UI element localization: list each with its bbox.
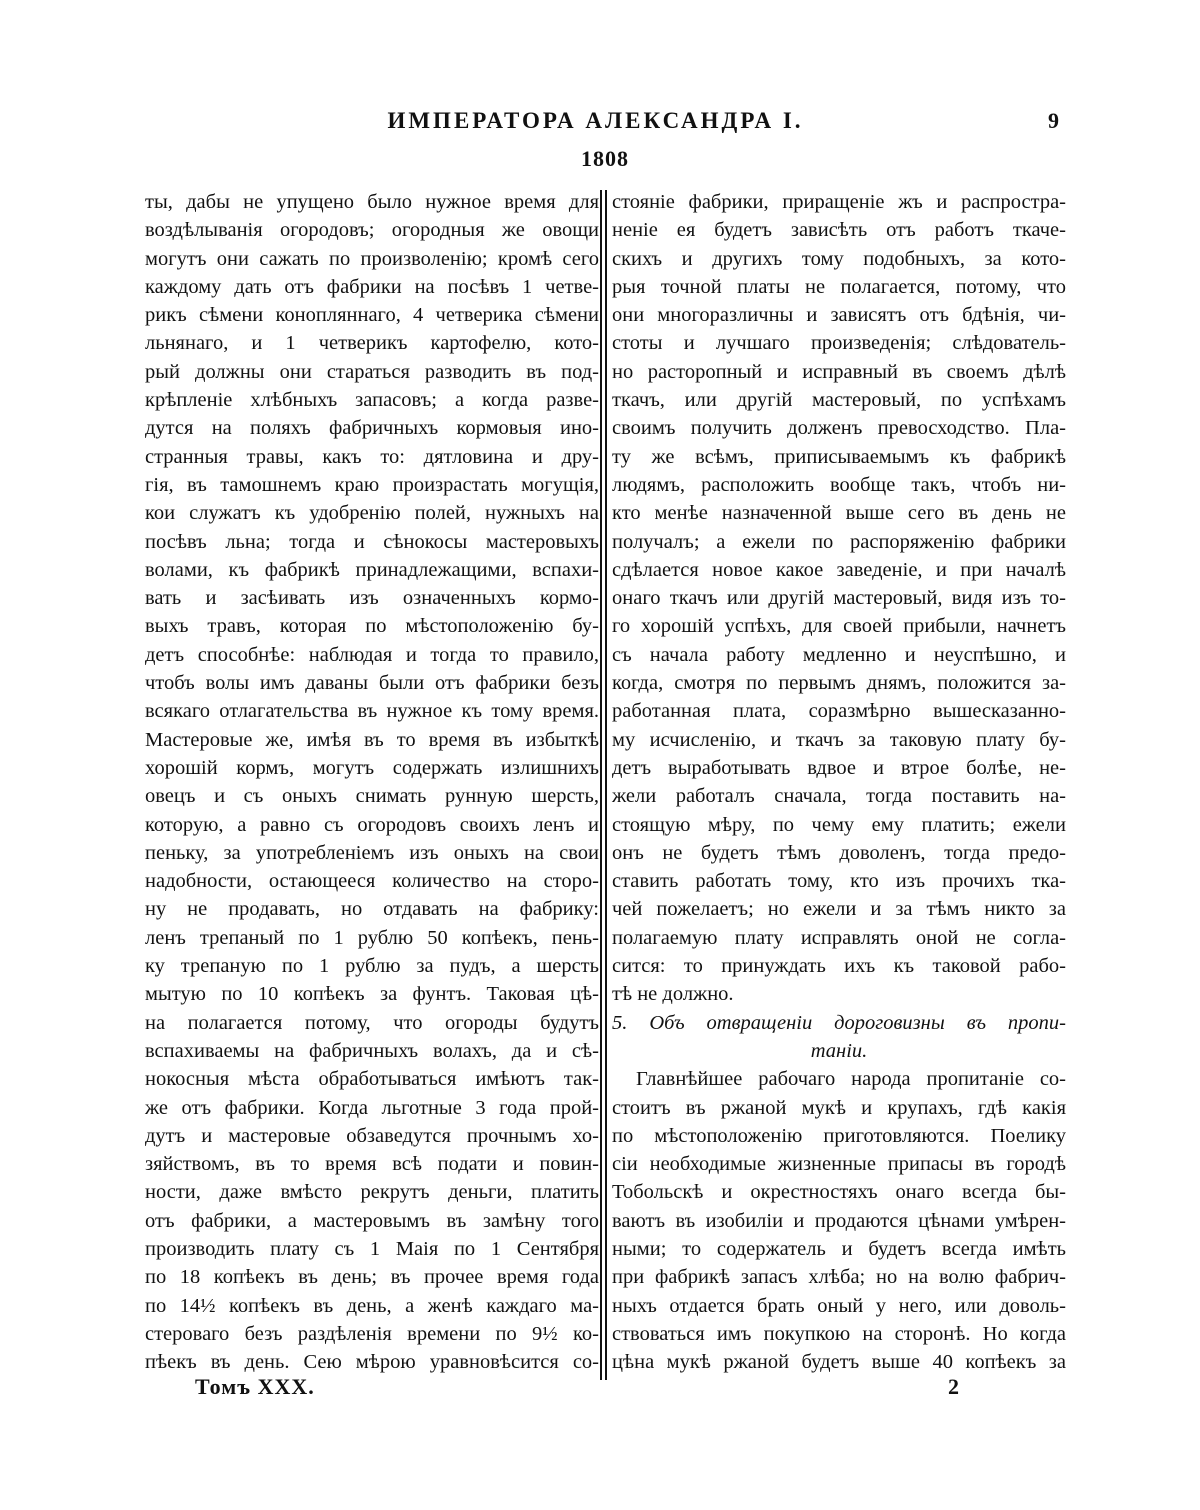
volume-footer: Томъ XXX. bbox=[195, 1374, 315, 1399]
text-line: кто менѣе назначенной выше сего въ день не bbox=[612, 502, 1066, 525]
text-line: чтобъ волы имъ даваны были отъ фабрики безъ bbox=[145, 672, 599, 695]
text-line: тѣ не должно. bbox=[612, 983, 734, 1006]
text-line: выхъ травъ, которая по мѣстоположенію бу- bbox=[145, 615, 599, 638]
text-line: Тобольскѣ и окрестностяхъ онаго всегда бы- bbox=[612, 1181, 1066, 1204]
section-heading-line: 5. Объ отвращеніи дороговизны въ пропи- bbox=[612, 1011, 1066, 1034]
text-line: по мѣстоположенію приготовляются. Поелику bbox=[612, 1124, 1066, 1147]
text-line: рикъ сѣмени конопляннаго, 4 четверика сѣмени bbox=[145, 304, 599, 327]
text-line: пеньку, за употребленіемъ изъ оныхъ на свои bbox=[145, 841, 599, 864]
text-line: всякаго отлагательства въ нужное къ тому время. bbox=[145, 700, 599, 723]
right-column bbox=[612, 188, 1066, 1376]
text-line: ку трепаную по 1 рублю за пудъ, а шерсть bbox=[145, 955, 599, 978]
text-line: цѣна мукѣ ржаной будетъ выше 40 копѣекъ за bbox=[612, 1351, 1066, 1374]
running-title: ИМПЕРАТОРА АЛЕКСАНДРА I. bbox=[387, 108, 804, 133]
text-line: чей пожелаетъ; но ежели и за тѣмъ никто за bbox=[612, 898, 1066, 921]
text-line: сіи необходимые жизненные припасы въ городѣ bbox=[612, 1153, 1066, 1176]
text-line: стоитъ въ ржаной мукѣ и крупахъ, гдѣ какія bbox=[612, 1096, 1066, 1119]
text-line: неніе ея будетъ зависѣть отъ работъ ткаче- bbox=[612, 219, 1066, 242]
text-line: кои служатъ къ удобренію полей, нужныхъ на bbox=[145, 502, 599, 525]
text-line: мытую по 10 копѣекъ за фунтъ. Таковая цѣ- bbox=[145, 983, 599, 1006]
year-heading: 1808 bbox=[581, 146, 629, 171]
text-line: му исчисленію, и ткачъ за таковую плату бу- bbox=[612, 728, 1066, 751]
text-line: Главнѣйшее рабочаго народа пропитаніе со- bbox=[636, 1068, 1066, 1091]
text-line: нокосныя мѣста обработываться имѣютъ так- bbox=[145, 1068, 599, 1091]
text-line: ту же всѣмъ, приписываемымъ къ фабрикѣ bbox=[612, 445, 1066, 468]
text-line: хорошій кормъ, могутъ содержать излишнихъ bbox=[145, 756, 599, 779]
text-line: детъ выработывать вдвое и втрое болѣе, не- bbox=[612, 756, 1066, 779]
text-line: крѣпленіе хлѣбныхъ запасовъ; а когда разве- bbox=[145, 389, 599, 412]
text-line: скихъ и другихъ тому подобныхъ, за кото- bbox=[612, 247, 1066, 270]
text-line: ныхъ отдается брать оный у него, или доволь- bbox=[612, 1294, 1066, 1317]
signature-mark: 2 bbox=[948, 1374, 959, 1399]
text-line: детъ способнѣе: наблюдая и тогда то правило, bbox=[145, 643, 599, 666]
text-line: своимъ получить долженъ превосходство. Пла- bbox=[612, 417, 1066, 440]
text-line: сится: то принуждать ихъ къ таковой рабо- bbox=[612, 955, 1066, 978]
text-line: при фабрикѣ запасъ хлѣба; но на волю фабрич- bbox=[612, 1266, 1066, 1289]
text-line: они многоразличны и зависятъ отъ бдѣнія, чи- bbox=[612, 304, 1066, 327]
section-heading-line: таніи. bbox=[810, 1039, 868, 1062]
text-line: дутъ и мастеровые обзаведутся прочнымъ хо- bbox=[145, 1124, 599, 1147]
text-line: Мастеровые же, имѣя въ то время въ избыткѣ bbox=[145, 728, 599, 751]
text-line: когда, смотря по первымъ днямъ, положится за- bbox=[612, 672, 1066, 695]
text-line: же отъ фабрики. Когда льготные 3 года прой- bbox=[145, 1096, 599, 1119]
text-line: волами, къ фабрикѣ принадлежащими, вспахи- bbox=[145, 558, 599, 581]
text-line: по 18 копѣекъ въ день; въ прочее время года bbox=[145, 1266, 599, 1289]
text-line: пѣекъ въ день. Сею мѣрою уравновѣсится со- bbox=[145, 1351, 599, 1374]
text-line: стоты и лучшаго произведенія; слѣдователь- bbox=[612, 332, 1066, 355]
text-line: вать и засѣивать изъ означенныхъ кормо- bbox=[145, 587, 599, 610]
text-line: дутся на поляхъ фабричныхъ кормовыя ино- bbox=[145, 417, 599, 440]
text-line: ну не продавать, но отдавать на фабрику: bbox=[145, 898, 599, 921]
text-line: онаго ткачъ или другій мастеровый, видя изъ то- bbox=[612, 587, 1066, 610]
text-line: странныя травы, какъ то: дятловина и дру- bbox=[145, 445, 599, 468]
page-number: 9 bbox=[1048, 108, 1059, 133]
text-line: зяйствомъ, въ то время всѣ подати и повин- bbox=[145, 1153, 599, 1176]
text-line: вспахиваемы на фабричныхъ волахъ, да и сѣ- bbox=[145, 1039, 599, 1062]
text-line: получалъ; а ежели по распоряженію фабрики bbox=[612, 530, 1066, 553]
text-line: сдѣлается новое какое заведеніе, и при началѣ bbox=[612, 558, 1066, 581]
text-line: жели работалъ сначала, тогда поставить на- bbox=[612, 785, 1066, 808]
text-line: льнянаго, и 1 четверикъ картофелю, кото- bbox=[145, 332, 599, 355]
text-line: ты, дабы не упущено было нужное время для bbox=[145, 191, 599, 213]
text-line: ными; то содержатель и будетъ всегда имѣть bbox=[612, 1237, 1066, 1260]
text-line: стоящую мѣру, по чему ему платить; ежели bbox=[612, 813, 1066, 836]
text-line: ности, даже вмѣсто рекрутъ деньги, платить bbox=[145, 1181, 599, 1204]
text-line: ставить работать тому, кто изъ прочихъ тка- bbox=[612, 870, 1066, 893]
text-line: работанная плата, соразмѣрно вышесказанно- bbox=[612, 700, 1066, 723]
text-line: стояніе фабрики, приращеніе жъ и распростра- bbox=[612, 191, 1066, 213]
text-line: отъ фабрики, а мастеровымъ въ замѣну того bbox=[145, 1209, 599, 1232]
text-line: рый должны они стараться разводить въ под- bbox=[145, 360, 599, 383]
text-line: ваютъ въ изобиліи и продаются цѣнами умѣрен- bbox=[612, 1209, 1066, 1232]
text-line: воздѣлыванія огородовъ; огородныя же овощи bbox=[145, 219, 599, 242]
text-line: ткачъ, или другій мастеровый, по успѣхамъ bbox=[612, 389, 1066, 412]
text-line: полагаемую плату исправлять оной не согла- bbox=[612, 926, 1066, 949]
column-divider bbox=[600, 190, 607, 1380]
text-line: на полагается потому, что огороды будутъ bbox=[145, 1011, 599, 1034]
text-line: гія, въ тамошнемъ краю произрастать могущія, bbox=[145, 473, 599, 496]
text-line: надобности, остающееся количество на сторо- bbox=[145, 870, 599, 893]
left-column bbox=[145, 188, 599, 1376]
text-line: могутъ они сажать по произволенію; кромѣ сего bbox=[145, 247, 599, 270]
text-line: посѣвъ льна; тогда и сѣнокосы мастеровыхъ bbox=[145, 530, 599, 553]
text-line: но расторопный и исправный въ своемъ дѣлѣ bbox=[612, 360, 1066, 383]
text-line: людямъ, расположить вообще такъ, чтобъ ни- bbox=[612, 473, 1066, 496]
text-line: го хорошій успѣхъ, для своей прибыли, начнетъ bbox=[612, 615, 1066, 638]
text-line: стероваго безъ раздѣленія времени по 9½ ко- bbox=[145, 1322, 599, 1345]
text-line: производить плату съ 1 Маія по 1 Сентября bbox=[145, 1237, 599, 1260]
text-line: ленъ трепаный по 1 рублю 50 копѣекъ, пень- bbox=[145, 926, 599, 949]
text-line: съ начала работу медленно и неуспѣшно, и bbox=[612, 643, 1066, 666]
text-line: онъ не будетъ тѣмъ доволенъ, тогда предо- bbox=[612, 841, 1066, 864]
text-line: которую, а равно съ огородовъ своихъ ленъ и bbox=[145, 813, 599, 836]
text-line: рыя точной платы не полагается, потому, что bbox=[612, 275, 1066, 298]
text-line: овецъ и съ оныхъ снимать рунную шерсть, bbox=[145, 785, 599, 808]
text-line: каждому дать отъ фабрики на посѣвъ 1 четве- bbox=[145, 275, 599, 298]
text-line: ствоваться имъ покупкою на сторонѣ. Но когда bbox=[612, 1322, 1066, 1345]
text-line: по 14½ копѣекъ въ день, а женѣ каждаго ма- bbox=[145, 1294, 599, 1317]
